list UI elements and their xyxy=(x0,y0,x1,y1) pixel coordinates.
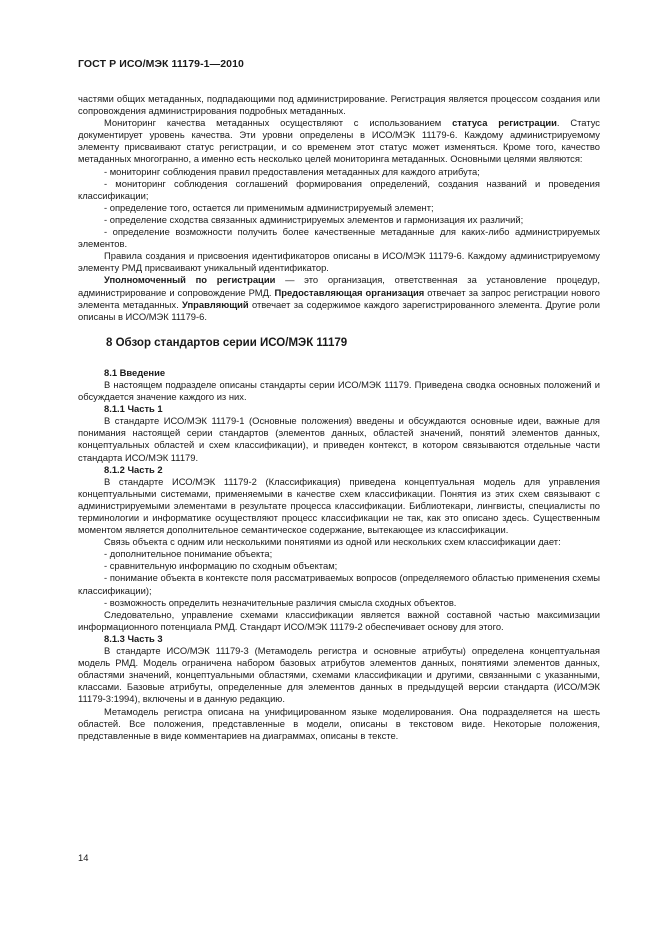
list-item: - дополнительное понимание объекта; xyxy=(104,548,273,560)
bold-term: Управляющий xyxy=(182,298,249,310)
list-item: - возможность определить незначительные различия смысла сходных объектов. xyxy=(104,596,457,608)
paragraph: Следовательно, управление схемами классификации является важной составной частью максимизации информационного потенциала РМД. Стандарт ИСО/МЭК 11179-2 обеспечивает основу для этого. xyxy=(78,608,600,632)
list-item: - понимание объекта в контексте поля рассматриваемых вопросов (определяемого областью применения схемы классификации); xyxy=(78,572,600,596)
paragraph: Метамодель регистра описана на унифицированном языке моделирования. Она подразделяется на шесть областей. Все положения, представленные в модели, описаны в текстовом виде. Некоторые положения, представленные в виде комментариев на диаграммах, описаны в тексте. xyxy=(78,705,600,741)
paragraph: В стандарте ИСО/МЭК 11179-1 (Основные положения) введены и обсуждаются основные идеи, важные для понимания настоящей серии стандартов (элементов данных, областей значений, понятий элементов данных, концептуальных областей и схем классификации), и приведен контекст, в котором связываются отдельные части стандарта ИСО/МЭК 11179. xyxy=(78,415,600,463)
paragraph: Правила создания и присвоения идентификаторов описаны в ИСО/МЭК 11179-6. Каждому администрируемому элементу РМД присваивают уникальный идентификатор. xyxy=(78,250,600,274)
paragraph: частями общих метаданных, подпадающими под администрирование. Регистрация является процессом создания или сопровождения администрирования подробных метаданных. xyxy=(78,93,600,117)
list-item: - сравнительную информацию по сходным объектам; xyxy=(104,560,338,572)
paragraph: Мониторинг качества метаданных осуществляют с использованием статуса регистрации. Статус документирует уровень качества. Эти уровни определены в ИСО/МЭК 11179-6. Каждому администрируемому элементу присваивают статус регистрации, и со временем этот статус может изменяться. Кроме того, качество метаданных многогранно, а именно есть несколько целей мониторинга метаданных. Основными целями являются: xyxy=(78,117,600,165)
list-item: - определение того, остается ли применимым администрируемый элемент; xyxy=(104,201,434,213)
bold-term: статуса регистрации xyxy=(452,117,557,129)
paragraph: Связь объекта с одним или несколькими понятиями из одной или нескольких схем классификации дает: xyxy=(104,536,561,548)
list-item: - мониторинг соблюдения соглашений формирования определений, создания названий и проведения классификации; xyxy=(78,177,600,201)
paragraph: В стандарте ИСО/МЭК 11179-3 (Метамодель регистра и основные атрибуты) определена концептуальная модель РМД. Модель ограничена набором базовых атрибутов элементов данных, понятиями элементов данных, областями значений, концептуальными областями, схемами классификации и другими, связанными с указанными, классами. Базовые атрибуты, определенные для элементов данных в предыдущей версии стандарта (ИСО/МЭК 11179-3:1994), включены и в данную редакцию. xyxy=(78,645,600,705)
paragraph: Уполномоченный по регистрации — это организация, ответственная за установление процедур, администрирование и сопровождение РМД. Предоставляющая организация отвечает за запрос регистрации нового элемента метаданных. Управляющий отвечает за содержимое каждого зарегистрированного элемента. Другие роли описаны в ИСО/МЭК 11179-6. xyxy=(78,274,600,322)
subsection-title: 8.1.3 Часть 3 xyxy=(104,632,163,644)
section-title: 8 Обзор стандартов серии ИСО/МЭК 11179 xyxy=(106,336,348,349)
paragraph: В настоящем подразделе описаны стандарты серии ИСО/МЭК 11179. Приведена сводка основных положений и обсуждается значение каждого из них. xyxy=(78,378,600,403)
paragraph: В стандарте ИСО/МЭК 11179-2 (Классификация) приведена концептуальная модель для управления концептуальными системами, применяемыми в качестве схем классификации. Понятия из этих схем связывают с администрируемыми элементами в результате процесса классификации. Библиотекари, лингвисты, специалисты по терминологии и информатике осуществляют процесс классификации не так, как это описано здесь. Существенным моментом является дополнительное семантическое содержание, вытекающее из классификации. xyxy=(78,475,600,536)
list-item: - определение возможности получить более качественные метаданные для каких-либо администрируемых элементов. xyxy=(78,226,600,250)
subsection-title: 8.1.1 Часть 1 xyxy=(104,403,163,415)
bold-term: Предоставляющая организация xyxy=(274,286,425,298)
page-number: 14 xyxy=(78,852,89,863)
bold-term: Уполномоченный по регистрации xyxy=(104,274,276,286)
subsection-title: 8.1 Введение xyxy=(104,366,166,378)
subsection-title: 8.1.2 Часть 2 xyxy=(104,463,163,475)
list-item: - определение сходства связанных администрируемых элементов и гармонизация их различий; xyxy=(104,213,524,225)
page-body xyxy=(78,93,600,742)
document-header: ГОСТ Р ИСО/МЭК 11179-1—2010 xyxy=(78,58,244,70)
list-item: - мониторинг соблюдения правил предоставления метаданных для каждого атрибута; xyxy=(104,165,480,177)
